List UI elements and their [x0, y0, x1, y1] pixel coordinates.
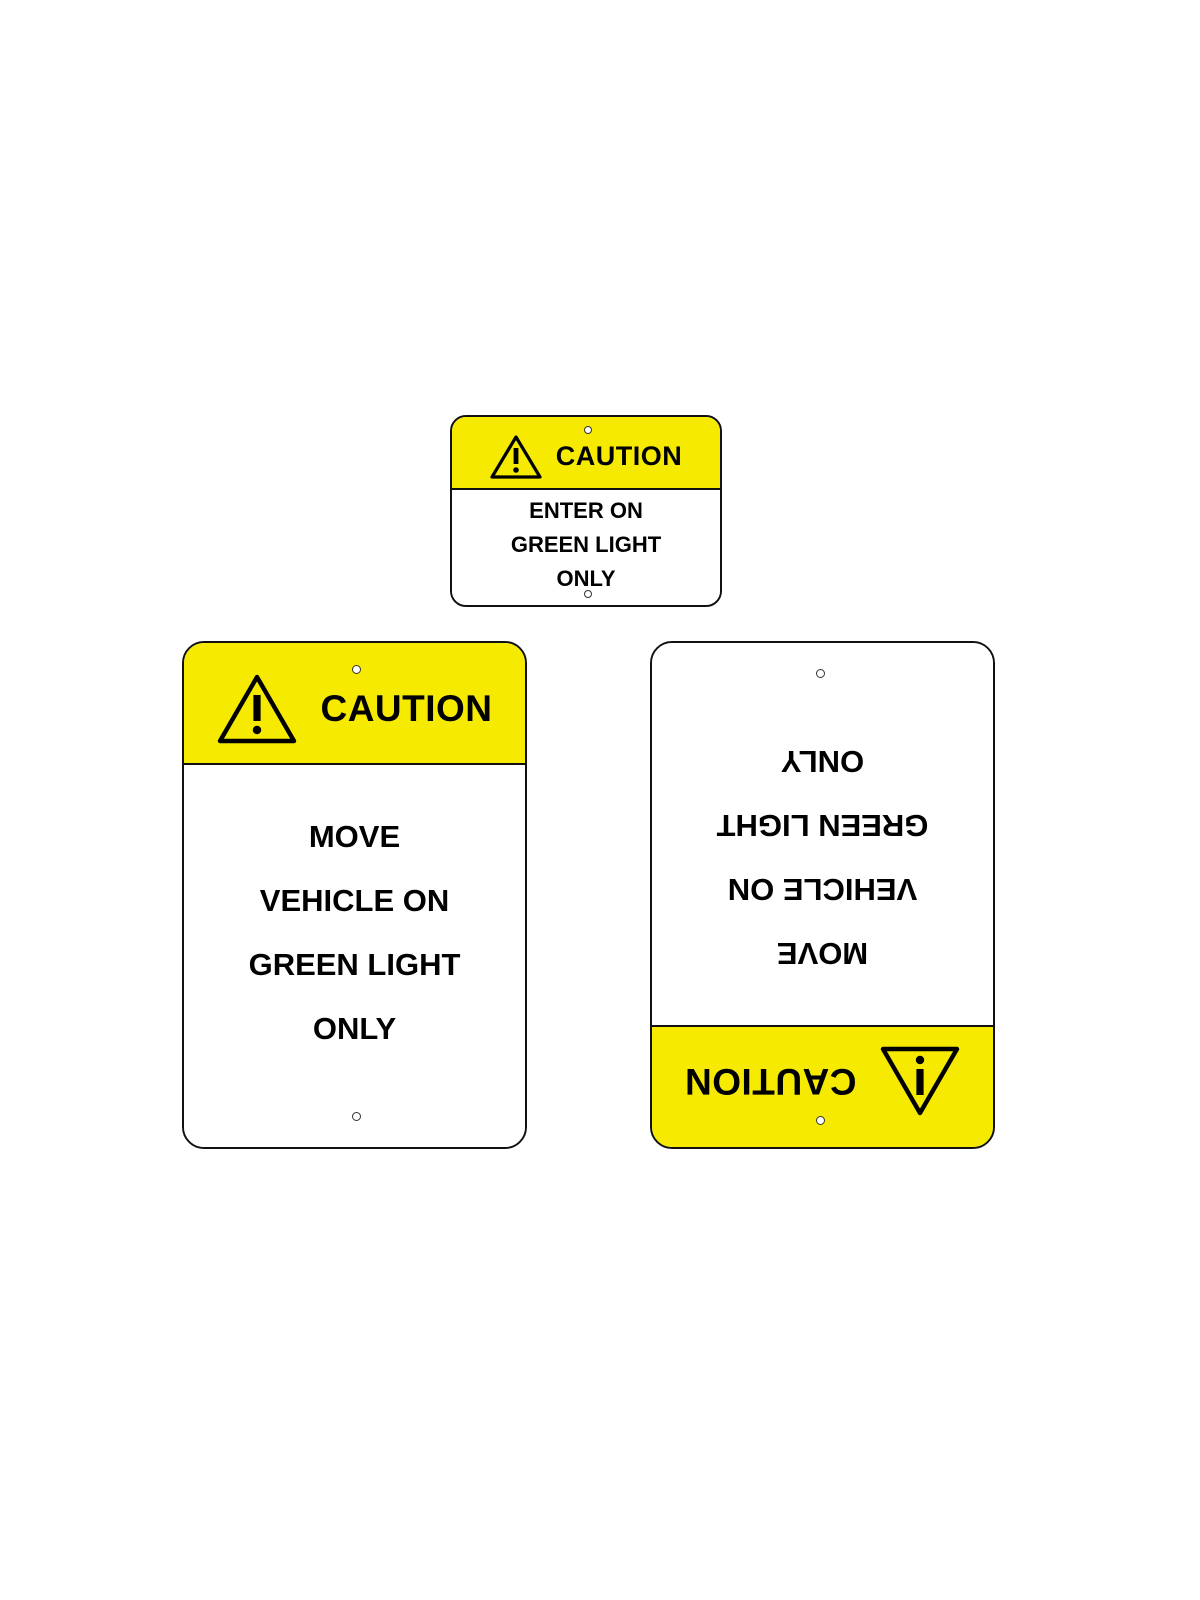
caution-label: CAUTION [320, 688, 493, 729]
caution-header-band [184, 643, 525, 765]
caution-label: CAUTION [555, 441, 683, 471]
caution-header-band [652, 1025, 993, 1147]
warning-triangle-icon [216, 673, 298, 745]
message-line: GREEN LIGHT [716, 808, 929, 843]
warning-triangle-icon [879, 1045, 961, 1117]
warning-triangle-icon [490, 434, 542, 480]
caution-header-band [452, 417, 720, 490]
message-line: VEHICLE ON [259, 883, 450, 918]
mounting-hole-top [816, 1116, 825, 1125]
caution-label: CAUTION [684, 1061, 857, 1102]
mounting-hole-bottom [816, 669, 825, 678]
message-line: ONLY [556, 565, 616, 591]
caution-sign-large-upright[interactable] [182, 641, 527, 1149]
message-line: VEHICLE ON [727, 872, 918, 907]
message-line: GREEN LIGHT [510, 531, 662, 557]
caution-sign-small[interactable] [450, 415, 722, 607]
sign-message-body [652, 643, 993, 1025]
mounting-hole-bottom [352, 1112, 361, 1121]
message-line: ONLY [780, 744, 865, 779]
message-line: GREEN LIGHT [248, 947, 461, 982]
mounting-hole-bottom [584, 590, 592, 598]
message-line: MOVE [308, 819, 401, 854]
caution-sign-large-inverted[interactable] [650, 641, 995, 1149]
message-line: MOVE [776, 936, 869, 971]
sign-message-body [452, 490, 720, 605]
message-line: ENTER ON [529, 497, 643, 523]
sign-message-body [184, 765, 525, 1147]
message-line: ONLY [312, 1011, 397, 1046]
